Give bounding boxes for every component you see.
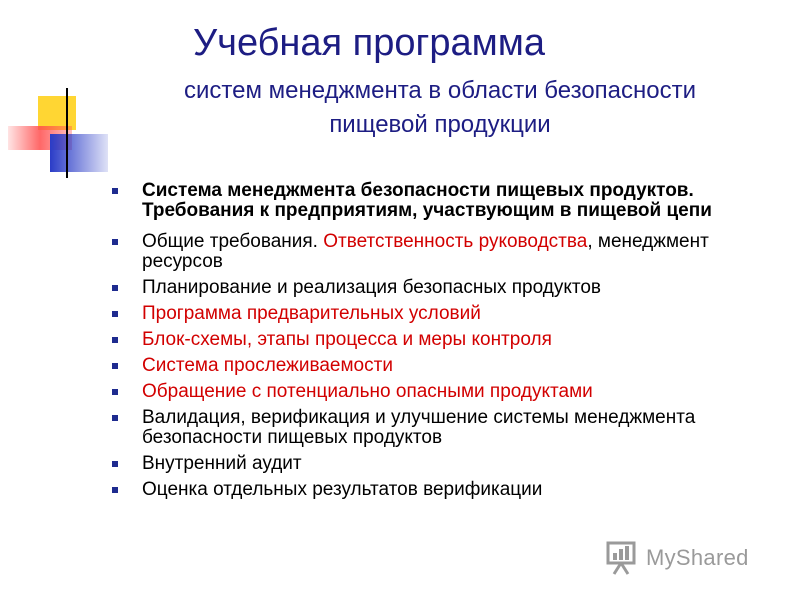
deco-yellow-square: [38, 96, 76, 130]
list-item-text-prefix: Общие требования.: [142, 231, 324, 252]
deco-blue-block: [50, 134, 108, 172]
list-item: [112, 454, 752, 474]
presentation-board-icon: [606, 540, 640, 576]
bullet-marker: [112, 337, 118, 343]
bullet-marker: [112, 487, 118, 493]
list-item: [112, 278, 752, 298]
myshared-watermark: [606, 538, 749, 578]
bullet-marker: [112, 389, 118, 395]
list-item: [112, 304, 752, 324]
page-title: Учебная программа: [193, 22, 546, 64]
subtitle-line-1: систем менеджмента в области безопасности: [183, 77, 697, 104]
list-item-text: Система менеджмента безопасности пищевых продуктов. Требования к предприятиям, участвующим в пищевой цепи: [142, 180, 712, 221]
list-item-text: Валидация, верификация и улучшение системы менеджмента безопасности пищевых продуктов: [142, 407, 696, 448]
bullet-marker: [112, 188, 118, 194]
list-item-text: Обращение с потенциально опасными продуктами: [142, 381, 593, 402]
list-item: [112, 480, 752, 500]
bullet-marker: [112, 285, 118, 291]
list-item: [112, 408, 752, 448]
list-item-text: Программа предварительных условий: [142, 303, 481, 324]
list-item: [112, 181, 752, 221]
list-item: [112, 232, 752, 272]
list-item-text: Планирование и реализация безопасных продуктов: [142, 277, 602, 298]
bullet-marker: [112, 311, 118, 317]
list-item-text: Внутренний аудит: [142, 453, 302, 474]
watermark-text: MyShared: [646, 545, 749, 570]
bullet-marker: [112, 363, 118, 369]
list-item: [112, 356, 752, 376]
list-item: [112, 382, 752, 402]
list-item-text-suffix: , менеджмент ресурсов: [142, 231, 709, 272]
bullet-list: [112, 181, 752, 506]
subtitle-line-2: пищевой продукции: [329, 111, 551, 138]
page-subtitle: [110, 74, 770, 142]
bullet-marker: [112, 415, 118, 421]
list-item-text: Оценка отдельных результатов верификации: [142, 479, 543, 500]
list-item-text: [142, 231, 709, 272]
bullet-marker: [112, 461, 118, 467]
list-item: [112, 330, 752, 350]
list-item-text-highlight: Ответственность руководства: [323, 231, 588, 252]
list-item-text: Система прослеживаемости: [142, 355, 393, 376]
list-item-text: Блок-схемы, этапы процесса и меры контроля: [142, 329, 552, 350]
bullet-marker: [112, 239, 118, 245]
